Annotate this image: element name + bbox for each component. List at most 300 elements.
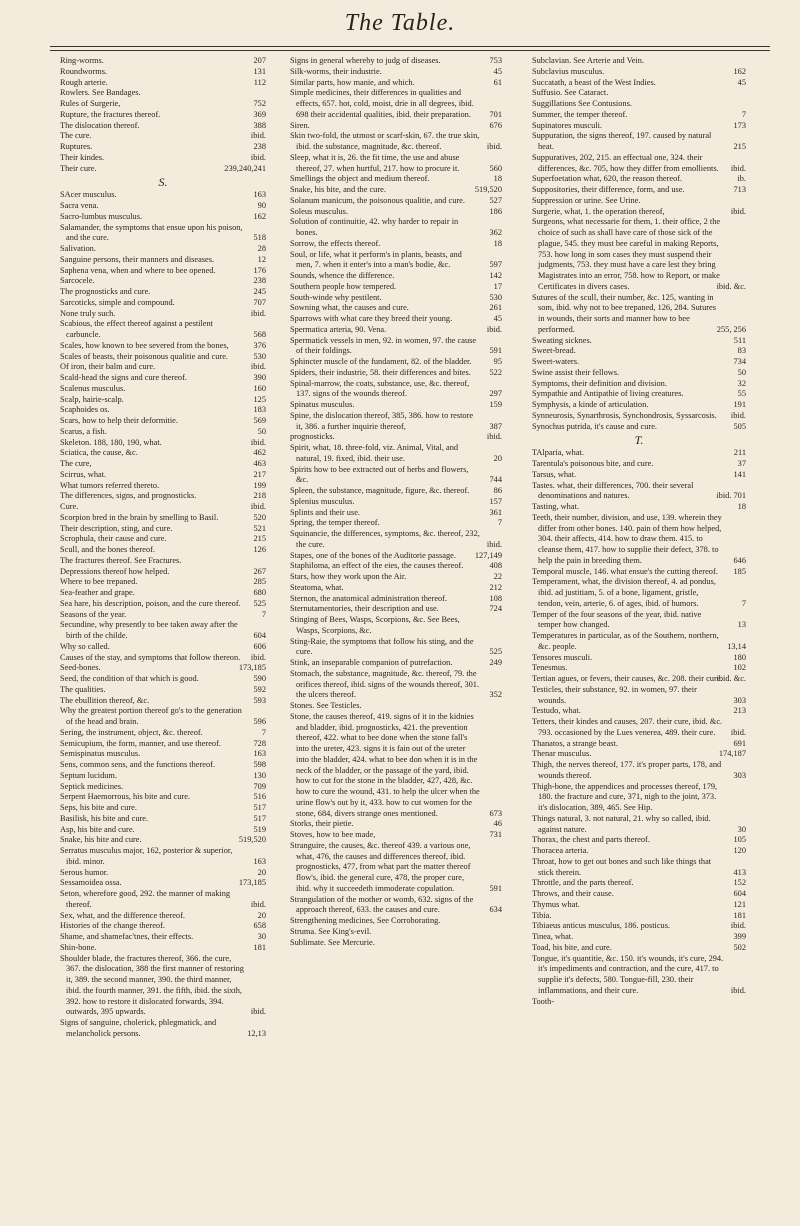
entry-page-number: 388 (253, 120, 266, 130)
entry-page-number: 511 (733, 335, 746, 345)
index-entry (290, 67, 502, 78)
entry-page-number: 530 (253, 351, 266, 361)
index-entry (60, 212, 266, 223)
entry-page-number: 238 (253, 142, 266, 151)
entry-text: Secundine, why presently to bee taken away after the birth of the childe. (60, 620, 238, 640)
index-entry (290, 518, 502, 529)
index-entry (290, 121, 502, 132)
entry-text: Seed-bones. (60, 663, 101, 673)
entry-page-number: 399 (733, 932, 746, 941)
entry-text: Thorax, the chest and parts thereof. (532, 835, 650, 845)
entry-text: Spirit, what, 18. three-fold, viz. Animal, Vital, and natural, 19. fixed, ibid. their use. (290, 443, 459, 463)
entry-text: Scalenus musculus. (60, 383, 126, 393)
entry-page-number: 102 (733, 663, 746, 673)
entry-text: Sea-feather and grape. (60, 588, 135, 597)
index-entry (532, 67, 746, 78)
entry-page-number: ibid. (250, 899, 266, 909)
entry-page-number: 162 (733, 66, 746, 76)
entry-text: Storks, their pietie. (290, 819, 354, 829)
index-entry (60, 642, 266, 653)
entry-page-number: 606 (253, 641, 266, 651)
entry-text: Southern people how tempered. (290, 281, 397, 291)
index-entry (532, 400, 746, 411)
entry-text: Tarsus, what. (532, 469, 577, 479)
entry-page-number: 7 (497, 518, 502, 528)
index-entry (60, 588, 266, 599)
index-entry (60, 610, 266, 621)
index-entry (60, 696, 266, 707)
entry-page-number: 303 (733, 770, 746, 780)
entry-page-number: ibid. (730, 921, 746, 931)
entry-page-number: 463 (253, 459, 266, 468)
index-entry (532, 900, 746, 911)
entry-text: Spinal-marrow, the coats, substance, use, &c. thereof, 137. signs of the wounds thereof. (290, 378, 470, 399)
entry-text: Tongue, it's quantitie, &c. 150. it's wounds, it's cure, 294. it's impediments and contraction, and the cure, 417. to supplie it's defects, 580. Tongue-fill, 230. their inflammations, and their cure. (532, 953, 724, 995)
index-entry (60, 153, 266, 164)
entry-text: Suffusio. See Cataract. (532, 88, 609, 98)
index-entry (532, 513, 746, 567)
entry-text: Serous humor. (60, 867, 109, 877)
entry-page-number: 516 (253, 792, 266, 802)
index-entry (532, 577, 746, 609)
entry-page-number: 20 (257, 910, 266, 920)
entry-text: Thenar musculus. (532, 749, 592, 759)
index-entry (532, 674, 746, 685)
entry-page-number: 517 (253, 803, 266, 812)
entry-page-number: 30 (257, 932, 266, 941)
entry-page-number: 297 (489, 389, 502, 399)
entry-text: Spine, the dislocation thereof, 385, 386. how to restore it, 386. a further inquirie thereof, (290, 410, 474, 431)
entry-text: Shame, and shamefac'tnes, their effects. (60, 932, 194, 941)
entry-page-number: 45 (493, 66, 502, 76)
entry-text: Testicles, their substance, 92. in women, 97. their wounds. (532, 684, 697, 705)
index-entry (290, 174, 502, 185)
entry-text: Semicupium, the form, manner, and use thereof. (60, 738, 221, 748)
entry-page-number: ibid. (730, 410, 746, 420)
entry-page-number: 213 (733, 706, 746, 716)
index-entry (290, 196, 502, 207)
index-entry (290, 916, 502, 927)
index-entry (532, 739, 746, 750)
entry-text: Tetters, their kindes and causes, 207. their cure, ibid. &c. 793. occasioned by the Lues venerea, 489. their cure. (532, 717, 723, 737)
entry-page-number: 157 (489, 496, 502, 506)
entry-text: Spleen, the substance, magnitude, figure, &c. thereof. (290, 486, 470, 495)
entry-page-number: 159 (489, 400, 502, 409)
index-entry (532, 631, 746, 653)
entry-page-number: 215 (733, 142, 746, 151)
index-entry (532, 749, 746, 760)
entry-text: Splenius musculus. (290, 496, 355, 506)
index-entry (290, 400, 502, 411)
entry-page-number: 130 (253, 770, 266, 780)
entry-text: Staphiloma, an effect of the eies, the causes thereof. (290, 561, 464, 571)
index-entry (290, 529, 502, 551)
entry-text: Tensores musculi. (532, 652, 593, 662)
entry-page-number: 174,187 (718, 749, 746, 759)
index-entry (290, 282, 502, 293)
entry-page-number: 560 (489, 163, 502, 173)
entry-page-number: 112 (253, 77, 266, 87)
entry-text: Septick medicines. (60, 781, 124, 791)
entry-text: Scirrus, what. (60, 469, 107, 479)
entry-text: Salivation. (60, 244, 96, 253)
entry-page-number: 22 (493, 572, 502, 581)
index-entry (532, 336, 746, 347)
index-entry (60, 803, 266, 814)
entry-text: Subclavius musculus. (532, 66, 605, 76)
index-entry (290, 153, 502, 175)
entry-text: Symptoms, their definition and division. (532, 378, 667, 388)
entry-text: Testudo, what. (532, 706, 581, 716)
index-entry (60, 88, 266, 99)
entry-text: Temporal muscle, 146. what ensue's the cutting thereof. (532, 566, 718, 576)
index-entry (532, 567, 746, 578)
entry-text: Stinging of Bees, Wasps, Scorpions, &c. See Bees, Wasps, Scorpions, &c. (290, 615, 460, 635)
index-entry (290, 508, 502, 519)
entry-text: Thymus what. (532, 899, 580, 909)
entry-text: Their kindes. (60, 152, 105, 162)
index-entry (60, 427, 266, 438)
entry-text: Superfoetation what, 620, the reason thereof. (532, 174, 683, 184)
index-entry (60, 110, 266, 121)
entry-text: Spirits how to bee extracted out of herbs and flowers, &c. (290, 464, 469, 485)
entry-text: Semispinatus musculus. (60, 749, 141, 759)
entry-page-number: 673 (489, 808, 502, 818)
entry-page-number: 125 (253, 394, 266, 404)
entry-page-number: 518 (253, 233, 266, 243)
index-entry (290, 325, 502, 336)
entry-text: Rough arterie. (60, 77, 108, 87)
entry-text: Sweet-waters. (532, 357, 580, 366)
entry-page-number: 191 (733, 400, 746, 409)
entry-text: Sphincter muscle of the fundament, 82. of the bladder. (290, 357, 472, 366)
section-letter: S. (158, 175, 168, 190)
entry-text: Sarcoticks, simple and compound. (60, 297, 175, 307)
entry-text: Sternon, the anatomical administration thereof. (290, 593, 448, 603)
index-entry (290, 357, 502, 368)
index-entry (290, 379, 502, 401)
index-entry (60, 814, 266, 825)
index-entry (532, 706, 746, 717)
index-entry (60, 739, 266, 750)
entry-page-number: ibid. (730, 206, 746, 216)
entry-text: Spermatica arteria, 90. Vena. (290, 324, 387, 334)
entry-text: The dislocation thereof. (60, 120, 140, 130)
index-entry (60, 577, 266, 588)
index-entry (290, 411, 502, 433)
index-entry (60, 943, 266, 954)
entry-page-number: 390 (253, 373, 266, 382)
entry-page-number: 239,240,241 (224, 163, 266, 173)
entry-text: None truly such. (60, 308, 116, 318)
index-entry (60, 481, 266, 492)
entry-page-number: ibid. (250, 652, 266, 662)
index-entry (60, 131, 266, 142)
entry-page-number: 569 (253, 416, 266, 425)
entry-text: Rules of Surgerie, (60, 99, 121, 108)
entry-text: The fractures thereof. See Fractures. (60, 555, 182, 565)
index-entry (290, 615, 502, 637)
entry-page-number: 108 (489, 593, 502, 603)
entry-page-number: 13,14 (727, 641, 746, 651)
entry-text: Ruptures. (60, 142, 93, 151)
entry-text: The cure, (60, 459, 92, 468)
entry-page-number: 90 (257, 201, 266, 210)
entry-page-number: 590 (253, 674, 266, 683)
index-entry (60, 921, 266, 932)
entry-text: Strengthening medicines, See Corroborating. (290, 916, 441, 925)
entry-text: Depressions thereof how helped. (60, 566, 170, 576)
entry-text: Toad, his bite, and cure. (532, 942, 612, 952)
entry-page-number: 180 (733, 652, 746, 662)
entry-page-number: 238 (253, 276, 266, 286)
index-entry (290, 895, 502, 917)
entry-text: Scrophula, their cause and cure. (60, 534, 167, 544)
entry-page-number: 261 (489, 303, 502, 313)
entry-page-number: 413 (733, 867, 746, 877)
entry-text: Solution of continuitie, 42. why harder to repair in bones. (290, 217, 459, 237)
entry-page-number: 32 (737, 378, 746, 388)
index-entry (290, 637, 502, 659)
entry-page-number: 121 (733, 899, 746, 909)
entry-text: Sering, the instrument, object, &c. thereof. (60, 727, 203, 737)
entry-text: Tooth- (532, 996, 555, 1006)
index-entry (532, 889, 746, 900)
index-entry (60, 556, 266, 567)
index-entry (290, 819, 502, 830)
entry-page-number: 713 (733, 185, 746, 194)
entry-text: Tertian agues, or fevers, their causes, &c. 208. their cure. (532, 674, 723, 683)
entry-text: Subclavian. See Arterie and Vein. (532, 56, 644, 65)
index-entry (290, 669, 502, 701)
entry-text: Sea hare, his description, poison, and the cure thereof. (60, 598, 241, 608)
entry-page-number: 245 (253, 287, 266, 296)
index-entry (532, 481, 746, 503)
entry-text: Scull, and the bones thereof. (60, 545, 155, 554)
entry-page-number: 707 (253, 297, 266, 307)
entry-text: Stomach, the substance, magnitude, &c. thereof, 79. the orifices thereof, ibid. signs of the wounds thereof, 301. the ulcers thereof. (290, 668, 480, 700)
entry-page-number: 105 (733, 835, 746, 845)
entry-text: Sciatica, the cause, &c. (60, 448, 138, 458)
entry-text: What tumors referred thereto. (60, 480, 160, 490)
index-entry (290, 572, 502, 583)
index-entry (290, 271, 502, 282)
index-entry (60, 599, 266, 610)
entry-text: Scales of beasts, their poisonous qualitie and cure. (60, 351, 228, 361)
index-entry (60, 685, 266, 696)
index-entry (60, 395, 266, 406)
index-entry (290, 207, 502, 218)
entry-text: Soleus musculus. (290, 206, 348, 216)
entry-page-number: 753 (489, 56, 502, 65)
index-entry (532, 389, 746, 400)
entry-text: Signs of sanguine, cholerick, phlegmatick, and melancholick persons. (60, 1018, 217, 1038)
index-entry (60, 728, 266, 739)
entry-page-number: 61 (493, 77, 502, 87)
entry-page-number: 95 (493, 357, 502, 366)
index-entry (60, 99, 266, 110)
title-rule-bottom (50, 50, 770, 51)
entry-page-number: ibid. &c. (716, 674, 746, 683)
entry-page-number: 462 (253, 448, 266, 458)
entry-page-number: 527 (489, 195, 502, 205)
entry-page-number: 303 (733, 695, 746, 705)
entry-page-number: 680 (253, 588, 266, 597)
entry-text: The qualities. (60, 684, 106, 694)
index-entry (532, 610, 746, 632)
index-entry (290, 217, 502, 239)
entry-text: Saphena vena, when and where to bee opened. (60, 265, 216, 275)
index-entry (290, 131, 502, 153)
index-entry (532, 932, 746, 943)
index-entry (60, 319, 266, 341)
index-entry (60, 889, 266, 911)
index-column-right (532, 56, 746, 1218)
entry-page-number: 598 (253, 760, 266, 769)
entry-text: Throttle, and the parts thereof. (532, 878, 634, 888)
entry-page-number: ibid. (486, 324, 502, 334)
entry-page-number: 162 (253, 211, 266, 221)
entry-page-number: 7 (261, 609, 266, 619)
entry-text: Septum lucidum. (60, 770, 118, 780)
index-entry (60, 448, 266, 459)
index-entry (60, 287, 266, 298)
entry-text: Suppuratives, 202, 215. an effectual one, 324. their differences, &c. 705, how they differ from emollients. (532, 152, 719, 173)
entry-text: Spinatus musculus. (290, 400, 355, 409)
entry-text: Supinatores musculi. (532, 120, 602, 130)
entry-text: Thigh-bone, the appendices and processes thereof, 179, 180. the fracture and cure, 371, nigh to the joint, 373. it's dislocation, 389, 465. See Hip. (532, 781, 718, 812)
index-entry (60, 459, 266, 470)
index-entry (60, 911, 266, 922)
entry-text: Spiders, their industrie, 58. their differences and bites. (290, 367, 471, 377)
entry-page-number: 163 (253, 749, 266, 759)
entry-text: Scarus, a fish. (60, 426, 107, 436)
entry-text: Thigh, the nerves thereof, 177. it's proper parts, 178, and wounds thereof. (532, 760, 722, 780)
index-entry (60, 749, 266, 760)
entry-text: Sacra vena. (60, 201, 99, 210)
entry-page-number: 183 (253, 405, 266, 415)
entry-page-number: ibid. &c. (716, 281, 746, 291)
index-entry (60, 276, 266, 287)
index-entry (290, 583, 502, 594)
entry-text: Surgeons, what necessarie for them, 1. their office, 2 the choice of such as shall have care of those sick of the plague, 545. they must bee careful in making Reports, 753. how long in som cases they must suspend their judgments, 753. they must have a care lest they bring Magistrates into an error, 758. how to Report, or make Certificates in divers cases. (532, 217, 721, 291)
index-entry (60, 56, 266, 67)
entry-page-number: 604 (253, 631, 266, 640)
index-entry (60, 298, 266, 309)
index-entry (60, 760, 266, 771)
entry-text: Solanum manicum, the poisonous qualitie, and cure. (290, 195, 465, 205)
entry-page-number: 634 (489, 905, 502, 915)
entry-page-number: 7 (741, 598, 746, 608)
entry-page-number: 709 (253, 781, 266, 791)
index-entry (60, 868, 266, 879)
entry-page-number: 519,520 (238, 835, 266, 845)
entry-text: Basilisk, his bite and cure. (60, 813, 149, 823)
entry-page-number: 185 (733, 566, 746, 576)
index-entry (60, 1018, 266, 1040)
index-entry (290, 551, 502, 562)
entry-text: Things natural, 3. not natural, 21. why so called, ibid. against nature. (532, 813, 711, 834)
index-entry (532, 459, 746, 470)
entry-text: Sanguine persons, their manners and diseases. (60, 254, 215, 264)
index-entry (290, 594, 502, 605)
entry-text: Stapes, one of the bones of the Auditorie passage. (290, 550, 456, 560)
entry-text: Shoulder blade, the fractures thereof, 366. the cure, 367. the dislocation, 388 the first manner of restoring it, 389. the second manner, 390. the third manner, ibid. the fourth manner, 391. the fifth, ibid. the sixth, 392. how to restore it dislocated forwards, 394. outwards, 395 upwards. (60, 953, 244, 1017)
entry-text: SAcer musculus. (60, 190, 117, 200)
entry-text: Ring-worms. (60, 56, 104, 65)
entry-text: Squinancie, the differences, symptoms, &c. thereof, 232, the cure. (290, 529, 480, 549)
entry-page-number: 591 (489, 346, 502, 356)
entry-text: Roundworms. (60, 66, 108, 76)
index-entry (532, 782, 746, 814)
entry-page-number: 7 (261, 727, 266, 737)
entry-text: TAlparia, what. (532, 448, 584, 458)
index-entry (60, 438, 266, 449)
entry-page-number: 255, 256 (716, 324, 746, 334)
entry-page-number: 376 (253, 340, 266, 350)
index-entry (60, 341, 266, 352)
entry-text: Scaphoides os. (60, 405, 110, 415)
index-entry (532, 846, 746, 857)
index-entry (532, 110, 746, 121)
entry-page-number: ibid. (486, 432, 502, 442)
entry-page-number: 369 (253, 109, 266, 119)
index-entry (532, 422, 746, 433)
title-rule-top (50, 46, 770, 47)
entry-text: The cure. (60, 131, 92, 141)
entry-page-number: 186 (489, 206, 502, 216)
entry-text: Why so called. (60, 641, 110, 651)
index-entry (60, 846, 266, 868)
index-entry (60, 405, 266, 416)
entry-page-number: 17 (493, 281, 502, 291)
entry-text: Spring, the temper thereof. (290, 518, 380, 528)
entry-page-number: 13 (737, 620, 746, 630)
entry-page-number: 217 (253, 469, 266, 479)
index-entry (290, 239, 502, 250)
index-entry (60, 142, 266, 153)
entry-page-number: 591 (489, 883, 502, 893)
entry-text: prognosticks. (290, 432, 335, 442)
entry-page-number: 142 (489, 271, 502, 280)
entry-text: Seed, the condition of that which is good. (60, 674, 199, 683)
entry-page-number: ibid. (250, 152, 266, 162)
entry-page-number: 176 (253, 265, 266, 275)
entry-text: Throat, how to get out bones and such like things that stick therein. (532, 856, 712, 877)
entry-page-number: 387 (489, 421, 502, 431)
entry-text: Throws, and their cause. (532, 889, 614, 898)
index-entry (290, 927, 502, 938)
entry-text: Sweet-bread. (532, 346, 576, 356)
index-entry (290, 561, 502, 572)
index-entry (290, 185, 502, 196)
entry-page-number: 520 (253, 512, 266, 522)
entry-text: Sounds, whence the difference. (290, 271, 395, 280)
entry-text: Tarentula's poisonous bite, and cure. (532, 459, 654, 468)
entry-page-number: ibid. (250, 308, 266, 318)
entry-text: Suppositories, their difference, form, and use. (532, 185, 685, 194)
index-entry (60, 78, 266, 89)
entry-text: Synneurosis, Synarthrosis, Synchondrosis, Syssarcosis. (532, 410, 717, 420)
entry-page-number: 519 (253, 824, 266, 834)
entry-page-number: 50 (257, 426, 266, 436)
index-entry (60, 674, 266, 685)
entry-text: Sublimate. See Mercurie. (290, 937, 375, 947)
index-entry (532, 502, 746, 513)
page-title: The Table. (344, 10, 456, 36)
index-entry (60, 416, 266, 427)
index-entry (60, 244, 266, 255)
